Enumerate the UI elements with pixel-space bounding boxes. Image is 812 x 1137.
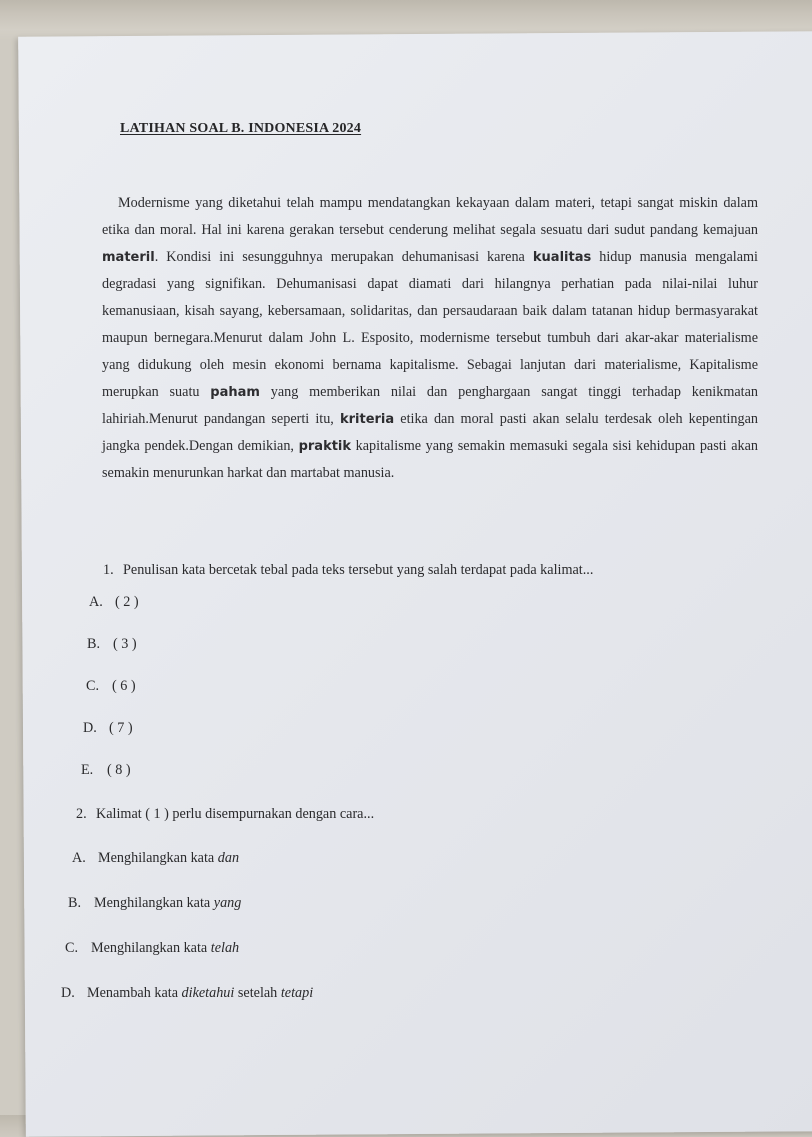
option-text: ( 8 ): [107, 762, 131, 778]
option-italic-word: tetapi: [280, 985, 314, 1001]
bold-word: praktik: [298, 439, 352, 454]
q2-option-d[interactable]: [61, 985, 313, 1002]
question-1: [103, 562, 593, 579]
passage-text: kapitalisme yang semakin memasuki segala sisi kehidupan pasti akan semakin menurunkan harkat dan martabat manusia.: [102, 438, 758, 481]
bold-word: materil: [102, 250, 155, 265]
passage-text: yang memberikan nilai dan penghargaan sangat tinggi terhadap kenikmatan lahiriah.Menurut pandangan seperti itu,: [102, 384, 758, 427]
q2-option-a[interactable]: [72, 850, 239, 867]
passage-text: hidup manusia mengalami degradasi yang signifikan. Dehumanisasi dapat diamati dari hilangnya perhatian pada nilai-nilai luhur kemanusiaan, kisah sayang, kebersamaan, solidaritas, dan persaudaraan baik dalam tatanan hidup bermasyarakat maupun bernegara.Menurut dalam John L. Esposito, modernisme tersebut tumbuh dari akar-akar materialisme yang didukung oleh mesin ekonomi bernama kapitalisme. Sebagai lanjutan dari materialisme, Kapitalisme merupkan suatu: [102, 249, 758, 400]
option-text: Menghilangkan kata: [91, 940, 208, 956]
question-2: [76, 806, 374, 823]
bold-word: paham: [210, 385, 260, 400]
bold-word: kriteria: [339, 412, 395, 427]
passage-text: etika dan moral pasti akan selalu terdesak oleh kepentingan jangka pendek.Dengan demikian,: [102, 411, 758, 454]
option-text: ( 6 ): [112, 678, 136, 694]
q1-option-a[interactable]: [89, 594, 139, 611]
q1-option-c[interactable]: [86, 678, 136, 695]
option-italic-word: yang: [213, 895, 242, 911]
option-letter: A.: [89, 594, 103, 610]
option-letter: D.: [83, 720, 97, 736]
option-letter: A.: [72, 850, 86, 866]
question-text: Kalimat ( 1 ) perlu disempurnakan dengan cara...: [96, 806, 375, 822]
bold-word: kualitas: [532, 250, 592, 265]
q1-option-b[interactable]: [87, 636, 137, 653]
q1-option-e[interactable]: [81, 762, 131, 779]
option-text: ( 2 ): [115, 594, 139, 610]
option-text: ( 3 ): [113, 636, 137, 652]
q2-option-c[interactable]: [65, 940, 239, 957]
option-letter: E.: [81, 762, 94, 778]
option-italic-word: dan: [217, 850, 240, 866]
option-letter: C.: [65, 940, 79, 956]
passage-text: Modernisme yang diketahui telah mampu mendatangkan kekayaan dalam materi, tetapi sangat miskin dalam etika dan moral. Hal ini karena gerakan tersebut cenderung melihat segala sesuatu dari sudut pandang kemajuan: [102, 195, 758, 238]
q2-option-b[interactable]: [68, 895, 241, 912]
option-letter: C.: [86, 678, 100, 694]
option-text: Menghilangkan kata: [98, 850, 215, 866]
option-italic-word: diketahui: [181, 985, 235, 1001]
q1-option-d[interactable]: [83, 720, 133, 737]
option-text: Menghilangkan kata: [94, 895, 211, 911]
option-letter: D.: [61, 985, 75, 1001]
option-letter: B.: [87, 636, 101, 652]
question-number: 1.: [103, 562, 114, 578]
question-text: Penulisan kata bercetak tebal pada teks tersebut yang salah terdapat pada kalimat...: [123, 562, 594, 578]
reading-passage: [102, 190, 758, 487]
option-letter: B.: [68, 895, 82, 911]
question-number: 2.: [76, 806, 87, 822]
passage-text: . Kondisi ini sesungguhnya merupakan dehumanisasi karena: [154, 249, 525, 265]
option-text: setelah: [237, 985, 278, 1001]
document-title: LATIHAN SOAL B. INDONESIA 2024: [120, 121, 362, 136]
option-text: Menambah kata: [87, 985, 178, 1001]
option-text: ( 7 ): [109, 720, 133, 736]
option-italic-word: telah: [210, 940, 240, 956]
